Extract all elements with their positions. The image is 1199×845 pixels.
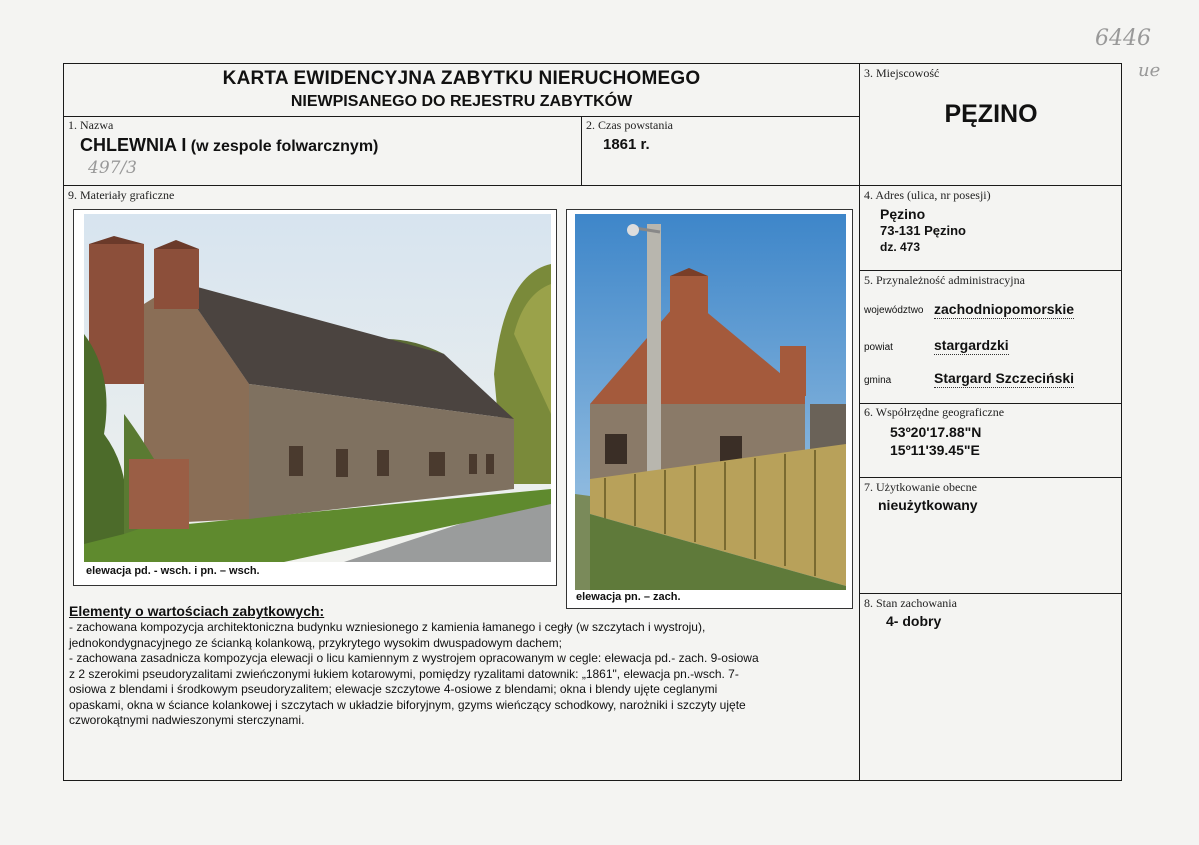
wspolrzedne-lat: 53º20'17.88"N <box>890 424 982 440</box>
adres-label: 4. Adres (ulica, nr posesji) <box>864 188 991 202</box>
stan-value: 4- dobry <box>886 613 942 629</box>
photo-barn-southeast <box>84 214 551 562</box>
nazwa-value <box>80 135 378 156</box>
elementy-text <box>69 620 854 729</box>
elementy-line: - zachowana zasadnicza kompozycja elewacji o licu kamiennym z wystrojem opracowanym w cegle: elewacja pd.- zach. 9-osiowa <box>69 651 759 665</box>
photo-caption-1: elewacja pd. - wsch. i pn. – wsch. <box>86 565 260 577</box>
photo-caption-2: elewacja pn. – zach. <box>576 591 681 603</box>
handwritten-initials: ue <box>1138 60 1161 81</box>
uzytkowanie-value: nieużytkowany <box>878 497 978 513</box>
adres-line3: dz. 473 <box>880 240 921 254</box>
handwritten-number: 6446 <box>1095 26 1151 51</box>
nazwa-value-main: CHLEWNIA I <box>80 135 187 155</box>
photo-barn-northwest <box>575 214 846 590</box>
wspolrzedne-label: 6. Współrzędne geograficzne <box>864 405 1005 419</box>
wojewodztwo-value: zachodniopomorskie <box>934 301 1075 317</box>
handwritten-note: 497/3 <box>88 158 137 178</box>
czas-value: 1861 r. <box>603 136 650 153</box>
elementy-line: osiowa z blendami i środkowym pseudoryzalitem; elewacje szczytowe 4-osiowe z blendami; okna i blendy ujęte ceglanymi <box>69 682 718 696</box>
nazwa-value-rest: (w zespole folwarcznym) <box>186 138 379 155</box>
adres-line2: 73-131 Pęzino <box>880 223 966 238</box>
wojewodztwo-label: województwo <box>864 305 924 316</box>
powiat-value: stargardzki <box>934 337 1009 353</box>
nazwa-label: 1. Nazwa <box>68 118 114 132</box>
elementy-line: czworokątnymi nadwieszonymi sterczynami. <box>69 713 305 727</box>
wspolrzedne-lon: 15º11'39.45"E <box>890 442 980 458</box>
materialy-label: 9. Materiały graficzne <box>68 188 175 202</box>
elementy-line: jednokondygnacyjnego ze ścianką kolankową, przykrytego wysokim dwuspadowym dachem; <box>69 635 562 650</box>
uzytkowanie-label: 7. Użytkowanie obecne <box>864 480 977 494</box>
gmina-label: gmina <box>864 375 892 386</box>
adres-line1: Pęzino <box>880 206 926 222</box>
card-title: KARTA EWIDENCYJNA ZABYTKU NIERUCHOMEGO <box>222 68 701 89</box>
elementy-line: - zachowana kompozycja architektoniczna budynku wzniesionego z kamienia łamanego i cegły (w szczytach i wystroju), <box>69 620 706 634</box>
przynaleznosc-label: 5. Przynależność administracyjna <box>864 273 1025 287</box>
elementy-line: opaskami, okna w ściance kolankowej i szczytach w układzie biforyjnym, gzyms wieńczący schodkowy, narożniki i szczyty ujęte <box>69 697 746 712</box>
czas-label: 2. Czas powstania <box>586 118 673 132</box>
elementy-heading: Elementy o wartościach zabytkowych: <box>69 603 325 619</box>
miejscowosc-value: PĘZINO <box>944 100 1038 128</box>
stan-label: 8. Stan zachowania <box>864 596 957 610</box>
elementy-line: z 2 szerokimi pseudoryzalitami zwieńczonymi łukiem kotarowymi, pomiędzy ryzalitami datownik: „1861", elewacja pn.-wsch. 7- <box>69 666 739 681</box>
powiat-label: powiat <box>864 342 893 353</box>
card-subtitle: NIEWPISANEGO DO REJESTRU ZABYTKÓW <box>290 93 633 110</box>
gmina-value: Stargard Szczeciński <box>934 370 1075 386</box>
miejscowosc-label: 3. Miejscowość <box>864 66 940 80</box>
